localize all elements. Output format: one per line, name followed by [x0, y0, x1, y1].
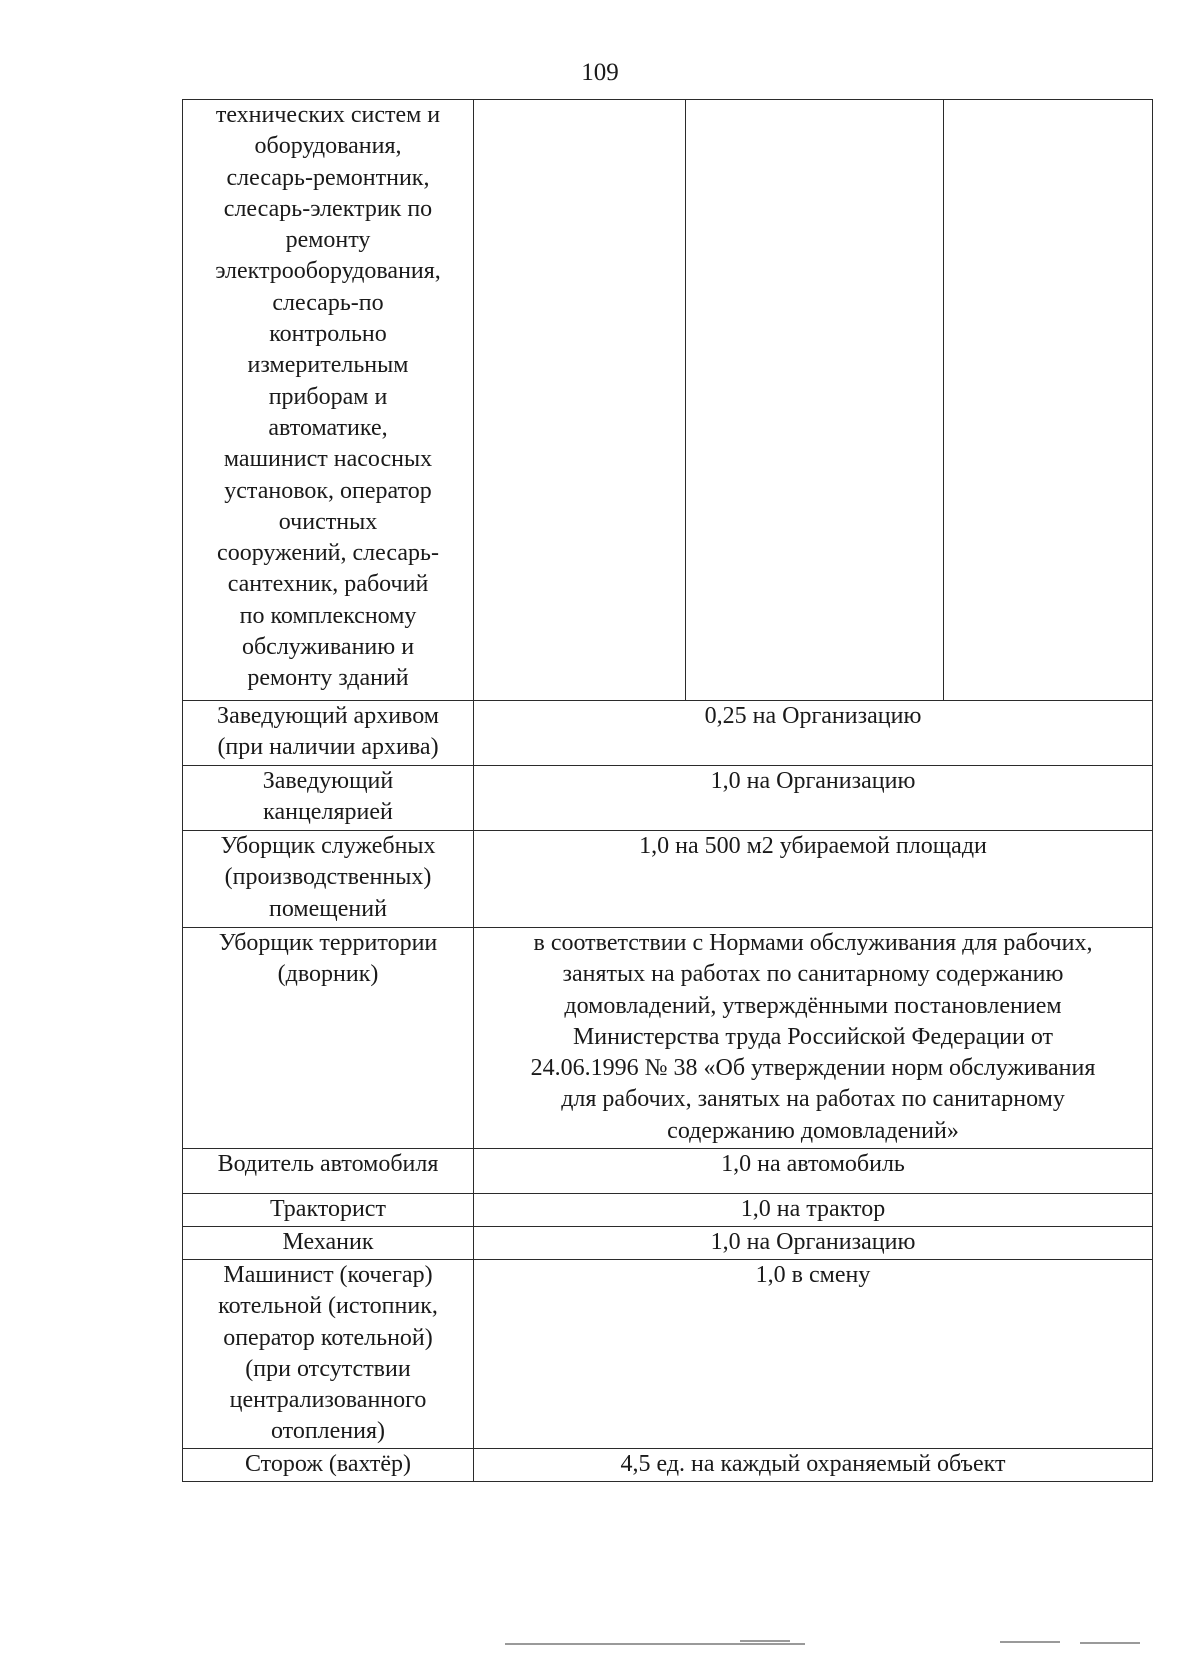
position-cell: Сторож (вахтёр) [183, 1449, 474, 1482]
position-cell: Машинист (кочегар) котельной (истопник, оператор котельной) (при отсутствии централизованного отопления) [183, 1260, 474, 1449]
position-cell: Уборщик служебных (производственных) помещений [183, 831, 474, 928]
position-cell: технических систем и оборудования, слесарь-ремонтник, слесарь-электрик по ремонту электрооборудования, слесарь-по контрольно измерительным приборам и автоматике, машинист насосных установок, оператор очистных сооружений, слесарь- сантехник, рабочий по комплексному обслуживанию и ремонту зданий [183, 100, 474, 701]
position-cell: Механик [183, 1227, 474, 1260]
position-cell: Заведующий канцелярией [183, 766, 474, 831]
table-row [183, 1194, 1153, 1227]
norm-cell: 1,0 на трактор [474, 1194, 1153, 1227]
position-cell: Водитель автомобиля [183, 1149, 474, 1194]
position-cell: Тракторист [183, 1194, 474, 1227]
table-row [183, 1449, 1153, 1482]
norm-cell: 1,0 на 500 м2 убираемой площади [474, 831, 1153, 928]
table-row [183, 1227, 1153, 1260]
table-row [183, 831, 1153, 928]
page-number: 109 [581, 59, 619, 86]
table-row [183, 100, 1153, 701]
empty-cell [944, 100, 1153, 701]
table-row [183, 1260, 1153, 1449]
table-row [183, 928, 1153, 1149]
position-cell: Заведующий архивом (при наличии архива) [183, 701, 474, 766]
empty-cell [474, 100, 686, 701]
table-row [183, 1149, 1153, 1194]
table-row [183, 701, 1153, 766]
table-row [183, 766, 1153, 831]
position-cell: Уборщик территории (дворник) [183, 928, 474, 1149]
norm-cell: 1,0 в смену [474, 1260, 1153, 1449]
empty-cell [686, 100, 944, 701]
norm-cell: 0,25 на Организацию [474, 701, 1153, 766]
scan-artifact-marks [0, 1640, 1200, 1652]
norm-cell: 1,0 на Организацию [474, 766, 1153, 831]
norm-cell: в соответствии с Нормами обслуживания для рабочих, занятых на работах по санитарному содержанию домовладений, утверждёнными постановлением Министерства труда Российской Федерации от 24.06.1996 № 38 «Об утверждении норм обслуживания для рабочих, занятых на работах по санитарному содержанию домовладений» [474, 928, 1153, 1149]
norm-cell: 1,0 на автомобиль [474, 1149, 1153, 1194]
norm-cell: 4,5 ед. на каждый охраняемый объект [474, 1449, 1153, 1482]
staffing-norms-table [182, 99, 1153, 1482]
norm-cell: 1,0 на Организацию [474, 1227, 1153, 1260]
